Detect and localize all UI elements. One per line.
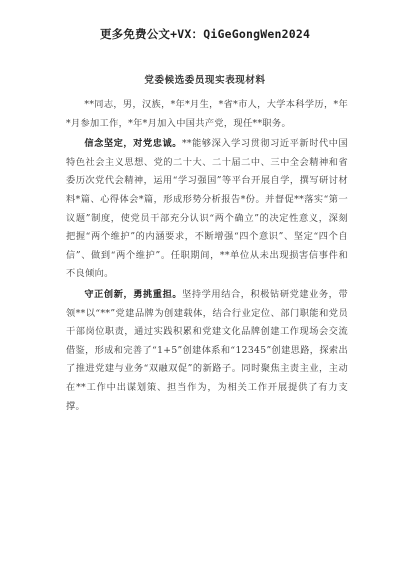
paragraph-loyalty [66,135,348,284]
paragraph-heading: 守正创新，勇挑重担。 [84,288,183,300]
paragraph-intro [66,96,348,133]
paragraph-text: **同志，男，汉族，*年*月生，*省*市人，大学本科学历，*年*月参加工作，*年*月加入中国共产党，现任**职务。 [66,99,348,129]
document-body [66,96,348,418]
watermark-header: 更多免费公文+VX：QiGeGongWen2024 [99,27,311,41]
document-title: 党委候选委员现实表现材料 [144,75,266,86]
paragraph-text: **能够深入学习贯彻习近平新时代中国特色社会主义思想、党的二十大、二十届二中、三中全会精神和省委历次党代会精神，运用“学习强国”等平台开展自学，撰写研讨材料*篇、心得体会*篇，形成形势分析报告*份。并督促**落实“第一议题”制度，使党员干部充分认识“两个确立”的决定性意义，深刻把握“两个维护”的内涵要求，不断增强“四个意识”、坚定“四个自信”、做到“两个维护”。任职期间，**单位从未出现损害信事件和不良倾向。 [66,138,348,280]
paragraph-heading: 信念坚定，对党忠诚。 [84,138,182,150]
paragraph-innovation [66,286,348,416]
paragraph-text: 坚持学用结合，积极钻研党建业务，带领**以“**”党建品牌为创建载体，结合行业定位、部门职能和党员干部岗位职责，通过实践积累和党建文化品牌创建工作现场会交流借鉴，形成和完善了“1+5”创建体系和“12345”创建思路，探索出了推进党建与业务“双融双促”的新路子。同时聚焦主责主业，主动在**工作中出谋划策、担当作为，为相关工作开展提供了有力支撑。 [66,288,348,412]
